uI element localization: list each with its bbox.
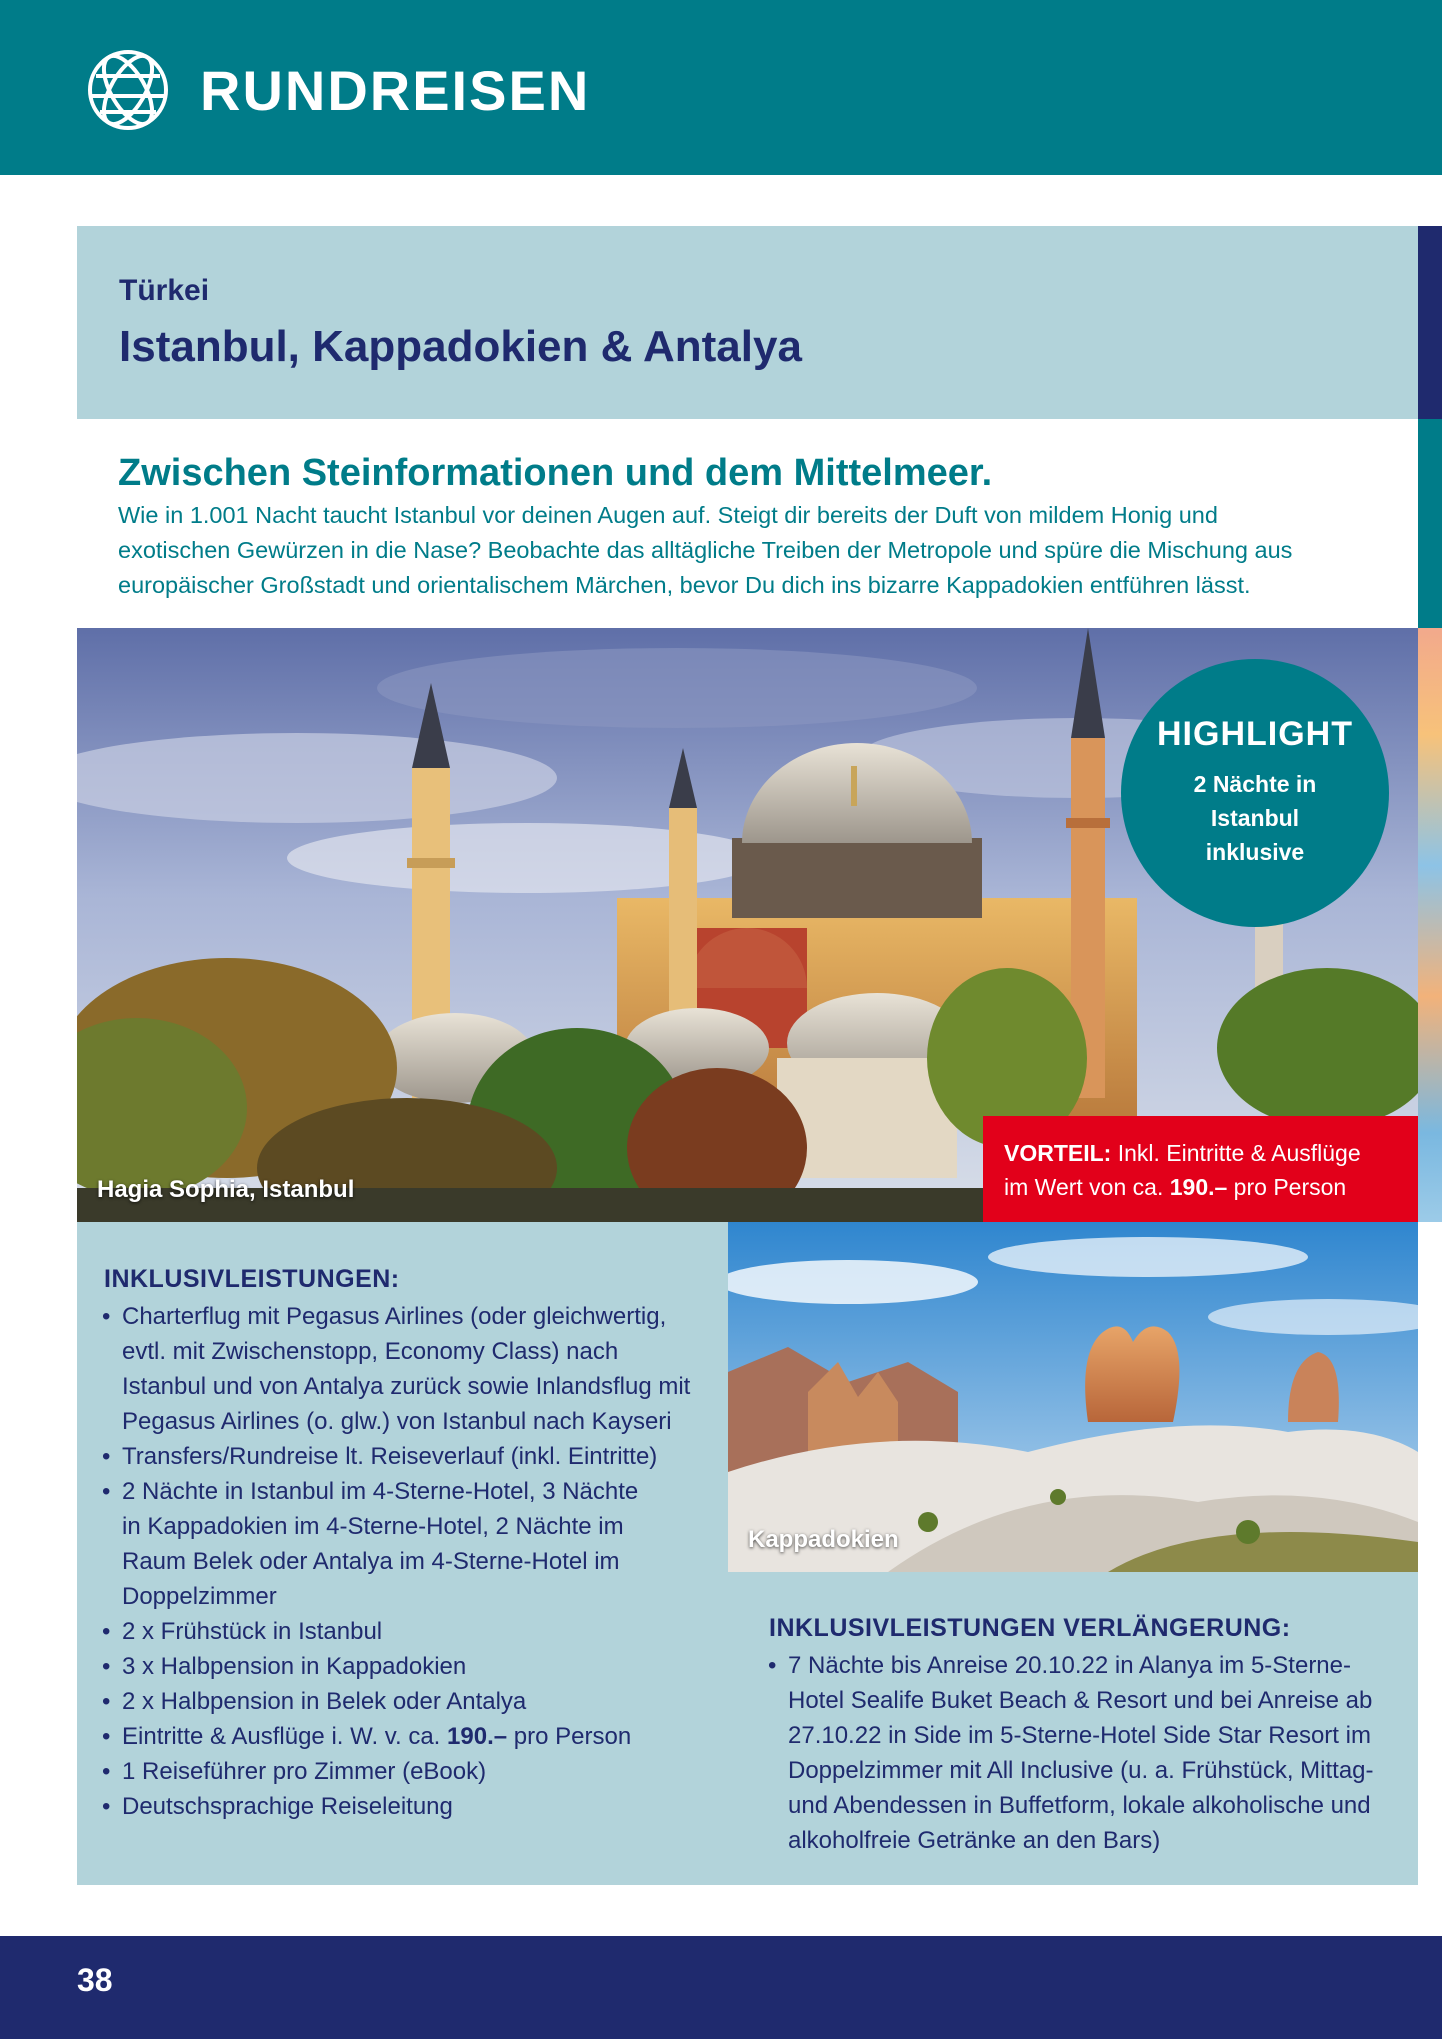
list-item [102,1649,712,1684]
list-item-line: pro Person [507,1723,632,1750]
list-item-line: und Abendessen in Buffetform, lokale alkoholische und [788,1792,1371,1819]
page-header [0,0,1442,175]
page-footer [0,1936,1442,2039]
section-title: RUNDREISEN [200,59,591,122]
verlaengerung-list [768,1648,1408,1858]
highlight-badge [1121,659,1389,927]
list-item [102,1614,712,1649]
kappadokien-photo [728,1222,1418,1572]
vorteil-text: pro Person [1227,1174,1347,1200]
hagia-sophia-caption: Hagia Sophia, Istanbul [97,1176,355,1203]
list-item-line: Doppelzimmer mit All Inclusive (u. a. Frühstück, Mittag- [788,1757,1374,1784]
vorteil-label: VORTEIL: [1004,1140,1112,1166]
list-item [102,1299,712,1439]
globe-icon [86,48,170,132]
verlaengerung-heading: INKLUSIVLEISTUNGEN VERLÄNGERUNG: [769,1614,1291,1642]
intro-heading: Zwischen Steinformationen und dem Mittelmeer. [118,452,993,494]
list-item-line: Istanbul und von Antalya zurück sowie Inlandsflug mit [122,1373,691,1400]
inklusivleistungen-box [77,1222,728,1885]
vorteil-text: Inkl. Eintritte & Ausflüge [1111,1140,1361,1166]
list-item-line: • 2 x Halbpension in Belek oder Antalya [122,1688,527,1715]
highlight-line: Istanbul [1210,805,1300,831]
highlight-line: inklusive [1205,839,1305,865]
inklusiv-list [102,1299,712,1824]
verlaengerung-box [728,1572,1418,1885]
eintritte-price: 190.– [447,1723,508,1750]
list-item [102,1789,712,1824]
list-item [102,1684,712,1719]
list-item-line: • Transfers/Rundreise lt. Reiseverlauf (inkl. Eintritte) [122,1443,658,1470]
list-item-line: 27.10.22 in Side im 5-Sterne-Hotel Side Star Resort im [788,1722,1371,1749]
list-item-line: Eintritte & Ausflüge i. W. v. ca. [122,1723,448,1750]
highlight-title: HIGHLIGHT [1157,715,1353,753]
inklusiv-heading: INKLUSIVLEISTUNGEN: [104,1265,400,1293]
vorteil-box [983,1116,1418,1222]
list-item-line: alkoholfreie Getränke an den Bars) [788,1827,1161,1854]
trip-country: Türkei [119,274,210,307]
edge-strip-navy [1418,226,1442,419]
list-item-line: Raum Belek oder Antalya im 4-Sterne-Hotel im [122,1548,620,1575]
highlight-line: 2 Nächte in [1193,771,1317,797]
highlight-text [1155,767,1355,869]
list-item-line: • 1 Reiseführer pro Zimmer (eBook) [122,1758,487,1785]
list-item [768,1648,1408,1858]
list-item [102,1719,712,1754]
list-item-line: Hotel Sealife Buket Beach & Resort und bei Anreise ab [788,1687,1373,1714]
list-item [102,1439,712,1474]
intro-line: exotischen Gewürzen in die Nase? Beobachte das alltägliche Treiben der Metropole und spüre die Mischung aus [118,537,1293,563]
list-item [102,1754,712,1789]
page-number: 38 [77,1962,113,1998]
list-item-line: • Deutschsprachige Reiseleitung [122,1793,453,1820]
list-item-line: Pegasus Airlines (o. glw.) von Istanbul nach Kayseri [122,1408,672,1435]
list-item-line: evtl. mit Zwischenstopp, Economy Class) nach [122,1338,619,1365]
intro-line: europäischer Großstadt und orientalischem Märchen, bevor Du dich ins bizarre Kappadokien entführen lässt. [118,572,1251,598]
list-item-line: • 2 Nächte in Istanbul im 4-Sterne-Hotel, 3 Nächte [122,1478,639,1505]
vorteil-text: im Wert von ca. [1004,1174,1170,1200]
kappadokien-caption: Kappadokien [748,1526,899,1553]
list-item-line: • 2 x Frühstück in Istanbul [122,1618,383,1645]
list-item-line: • 7 Nächte bis Anreise 20.10.22 in Alanya im 5-Sterne- [788,1652,1351,1679]
list-item-line: • Charterflug mit Pegasus Airlines (oder gleichwertig, [122,1303,667,1330]
edge-strip-teal [1418,419,1442,628]
vorteil-price: 190.– [1169,1174,1228,1200]
list-item-line: Doppelzimmer [122,1583,277,1610]
trip-title: Istanbul, Kappadokien & Antalya [119,322,802,371]
trip-title-box [77,226,1418,419]
edge-strip-map [1418,628,1442,1222]
intro-text [118,498,1408,603]
kappadokien-illustration [728,1222,1418,1572]
list-item-line: • 3 x Halbpension in Kappadokien [122,1653,467,1680]
intro-line: Wie in 1.001 Nacht taucht Istanbul vor deinen Augen auf. Steigt dir bereits der Duft von mildem Honig und [118,502,1218,528]
list-item-line: in Kappadokien im 4-Sterne-Hotel, 2 Nächte im [122,1513,624,1540]
list-item [102,1474,712,1614]
